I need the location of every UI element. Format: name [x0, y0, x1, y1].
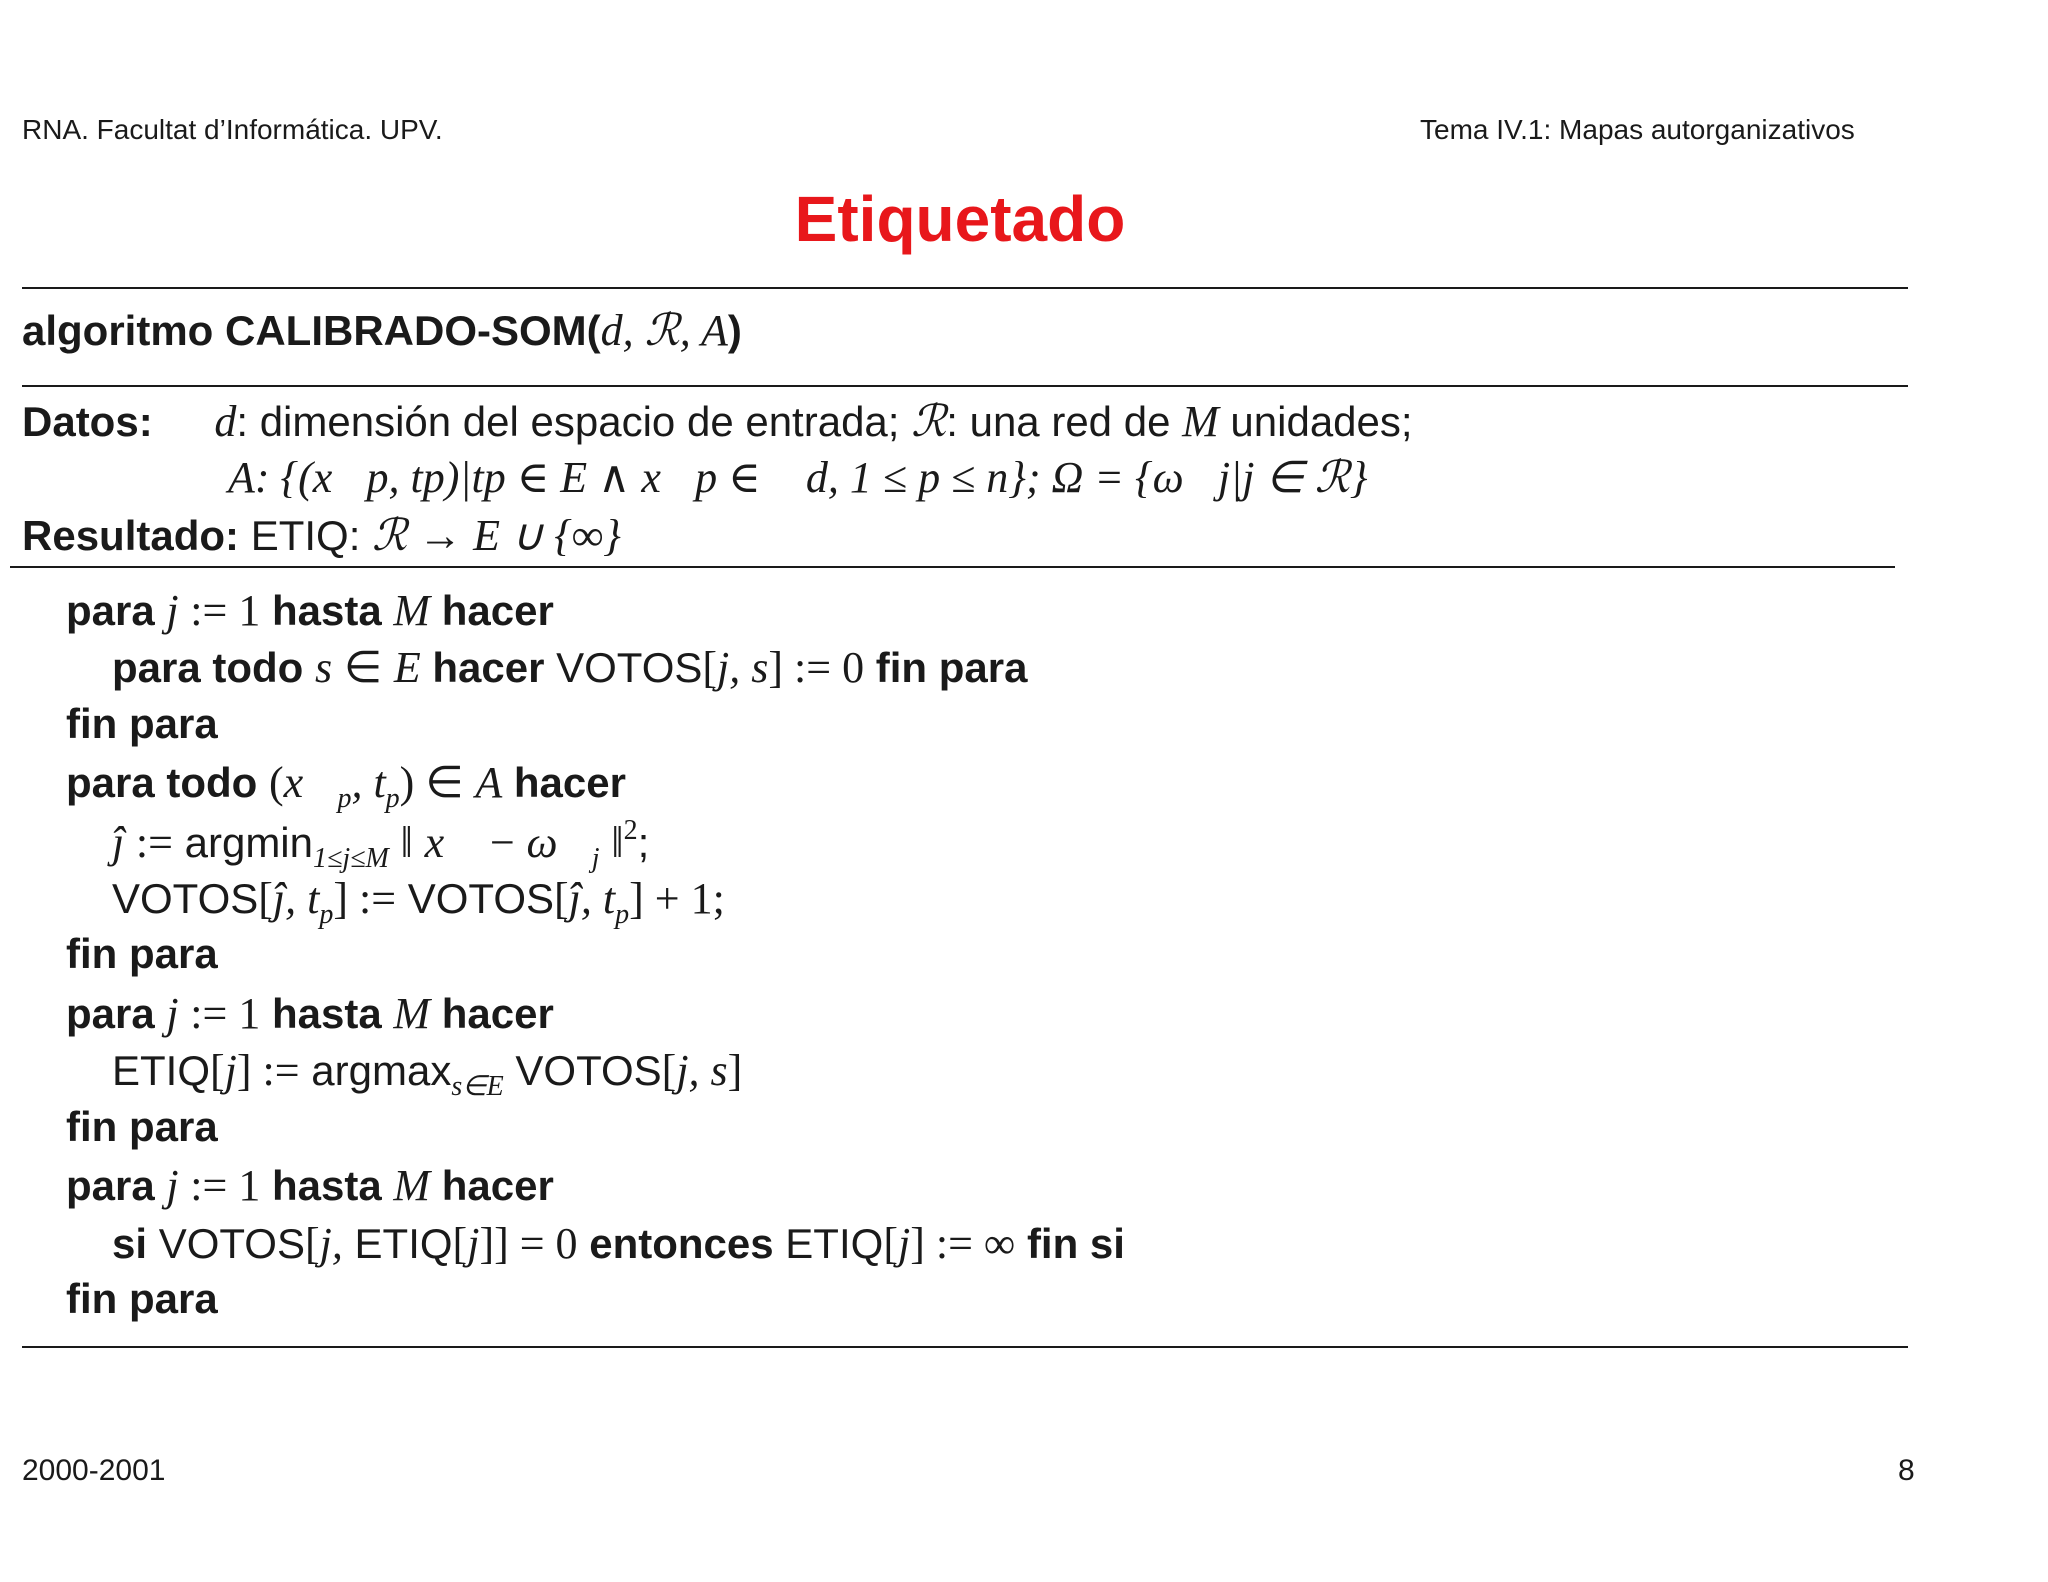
code-line-8: para j := 1 hasta M hacer	[66, 989, 554, 1038]
resultado-line: Resultado: ETIQ: ℛ → E ∪ {∞}	[22, 511, 621, 560]
datos-line-1: Datos: d: dimensión del espacio de entrada; ℛ: una red de M unidades;	[22, 397, 1413, 446]
code-line-10: fin para	[66, 1103, 218, 1150]
algorithm-close: )	[727, 307, 742, 354]
bottom-rule	[22, 1346, 1908, 1348]
page-title: Etiquetado	[794, 183, 1126, 255]
datos-label: Datos:	[22, 398, 153, 445]
top-rule	[22, 287, 1908, 289]
code-line-1: para j := 1 hasta M hacer	[66, 586, 554, 635]
resultado-label: Resultado:	[22, 512, 240, 559]
datos-line-2: A: {(x⃗p, tp)|tp ∈ E ∧ x⃗p ∈ ℝd, 1 ≤ p ≤ n}; Ω = {ω⃗j|j ∈ ℛ}	[228, 453, 1368, 502]
code-line-2: para todo s ∈ E hacer VOTOS[j, s] := 0 fin para	[112, 643, 1028, 692]
code-line-3: fin para	[66, 700, 218, 747]
code-line-9: ETIQ[j] := argmax$_{s\in E}$ VOTOS[j, s]	[112, 1046, 743, 1102]
code-line-6: VOTOS[ĵ, $t_p$] := VOTOS[ĵ, $t_p] + 1$;	[112, 874, 725, 930]
code-line-5: ĵ := argmin$_{1\le j\le M}$ ‖ x⃗ − $\omega⃗_j$ ‖$^2$;	[112, 815, 650, 874]
code-line-4: para todo ($x⃗_p$, $t_p$) ∈ A hacer	[66, 758, 626, 814]
page-number: 8	[1898, 1454, 1915, 1487]
data-rule	[10, 566, 1895, 568]
code-line-12: si VOTOS[j, ETIQ[j]] = 0 entonces ETIQ[j] := ∞ fin si	[112, 1219, 1125, 1268]
header-topic: Tema IV.1: Mapas autorganizativos	[1420, 114, 1855, 145]
code-line-13: fin para	[66, 1275, 218, 1322]
algorithm-header	[22, 305, 742, 356]
code-line-7: fin para	[66, 930, 218, 977]
header-course: RNA. Facultat d’Informática. UPV.	[22, 114, 443, 145]
algorithm-keyword: algoritmo CALIBRADO-SOM(	[22, 307, 601, 354]
footer-year: 2000-2001	[22, 1454, 166, 1487]
algorithm-rule	[22, 385, 1908, 387]
algorithm-args: d, ℛ, A	[600, 306, 728, 355]
code-line-11: para j := 1 hasta M hacer	[66, 1161, 554, 1210]
